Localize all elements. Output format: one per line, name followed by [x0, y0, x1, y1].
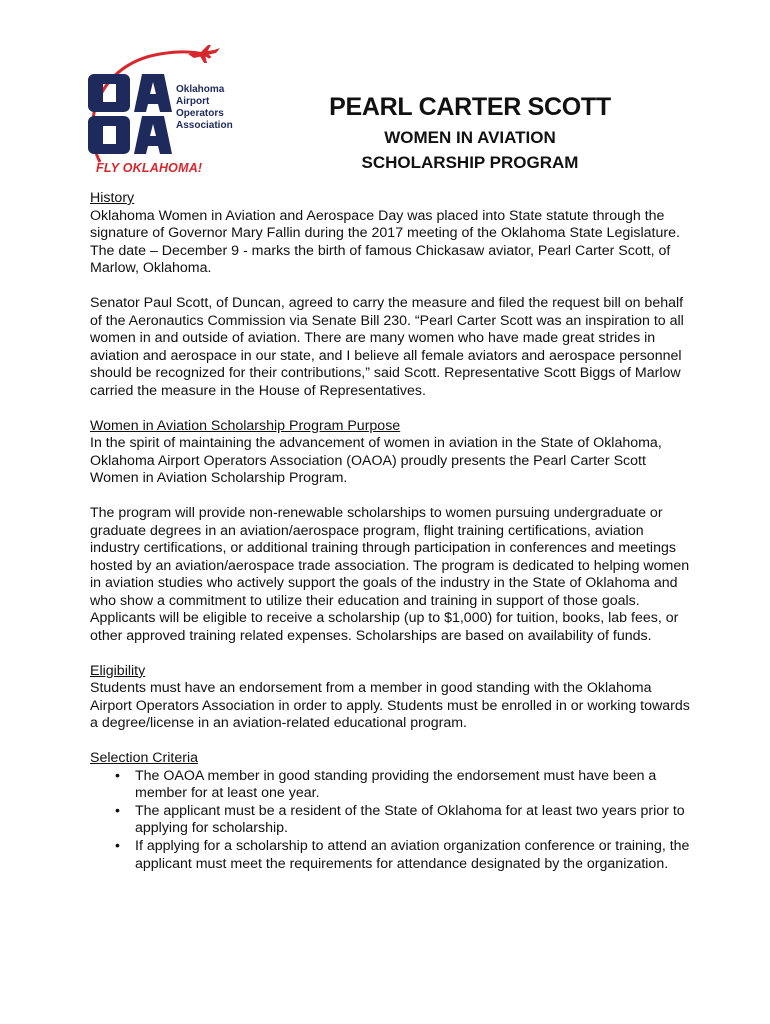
document-subtitle-2: SCHOLARSHIP PROGRAM: [361, 153, 579, 172]
purpose-paragraph-2: The program will provide non-renewable scholarships to women pursuing undergraduate or graduate degrees in an aviation/aerospace program, flight training certifications, aviation industry certifications, or additional training through participation in conferences and meetings hosted by an aviation/aerospace trade association. The program is dedicated to helping women in aviation studies who actively support the goals of the industry in the State of Oklahoma and who show a commitment to utilize their education and training in support of those goals. Applicants will be eligible to receive a scholarship (up to $1,000) for tuition, books, lab fees, or other approved training related expenses. Scholarships are based on availability of funds.: [90, 504, 690, 645]
logo-line-airport: Airport: [176, 96, 210, 107]
list-item: • The OAOA member in good standing providing the endorsement must have been a member for at least one year.: [135, 768, 690, 803]
purpose-heading: Women in Aviation Scholarship Program Purpose: [90, 417, 401, 434]
history-heading: History: [90, 190, 135, 206]
history-paragraph-2: Senator Paul Scott, of Duncan, agreed to carry the measure and filed the request bill on behalf of the Aeronautics Commission via Senate Bill 230. “Pearl Carter Scott was an inspiration to all women in and outside of aviation. There are many women who have made great strides in aviation and aerospace in our state, and I believe all female aviators and aerospace personnel should be recognized for their contributions,” said Scott. Representative Scott Biggs of Marlow carried the measure in the House of Representatives.: [90, 294, 684, 399]
logo-line-oklahoma: Oklahoma: [176, 84, 225, 95]
purpose-paragraph-1: In the spirit of maintaining the advancement of women in aviation in the State of Oklahoma, Oklahoma Airport Operators Association (OAOA) proudly presents the Pearl Carter Scott Women in Aviation Scholarship Program.: [90, 435, 662, 487]
logo-association-name: [176, 84, 233, 132]
eligibility-heading: Eligibility: [90, 662, 146, 679]
airplane-icon: [188, 45, 220, 63]
logo-line-operators: Operators: [176, 108, 224, 119]
selection-heading: Selection Criteria: [90, 750, 199, 767]
document-subtitle-1: WOMEN IN AVIATION: [384, 128, 556, 147]
logo-tagline: FLY OKLAHOMA!: [96, 161, 203, 175]
list-item: • If applying for a scholarship to attend an aviation organization conference or training, the applicant must meet the requirements for attendance designated by the organization.: [135, 838, 690, 873]
document-body: [90, 190, 690, 873]
document-title: PEARL CARTER SCOTT: [329, 93, 611, 121]
history-paragraph-1: Oklahoma Women in Aviation and Aerospace Day was placed into State statute through the signature of Governor Mary Fallin during the 2017 meeting of the Oklahoma State Legislature. The date – December 9 - marks the birth of famous Chickasaw aviator, Pearl Carter Scott, of Marlow, Oklahoma.: [90, 207, 680, 277]
oaoa-letters: [88, 74, 172, 154]
list-item: • The applicant must be a resident of the State of Oklahoma for at least two years prior to applying for scholarship.: [135, 803, 690, 838]
selection-criteria-list: [90, 768, 690, 874]
logo-line-association: Association: [176, 120, 233, 131]
oaoa-logo: [80, 44, 250, 184]
eligibility-paragraph: Students must have an endorsement from a member in good standing with the Oklahoma Airport Operators Association in order to apply. Students must be enrolled in or working towards a degree/license in an aviation-related educational program.: [90, 680, 690, 732]
document-title-block: [300, 92, 640, 174]
